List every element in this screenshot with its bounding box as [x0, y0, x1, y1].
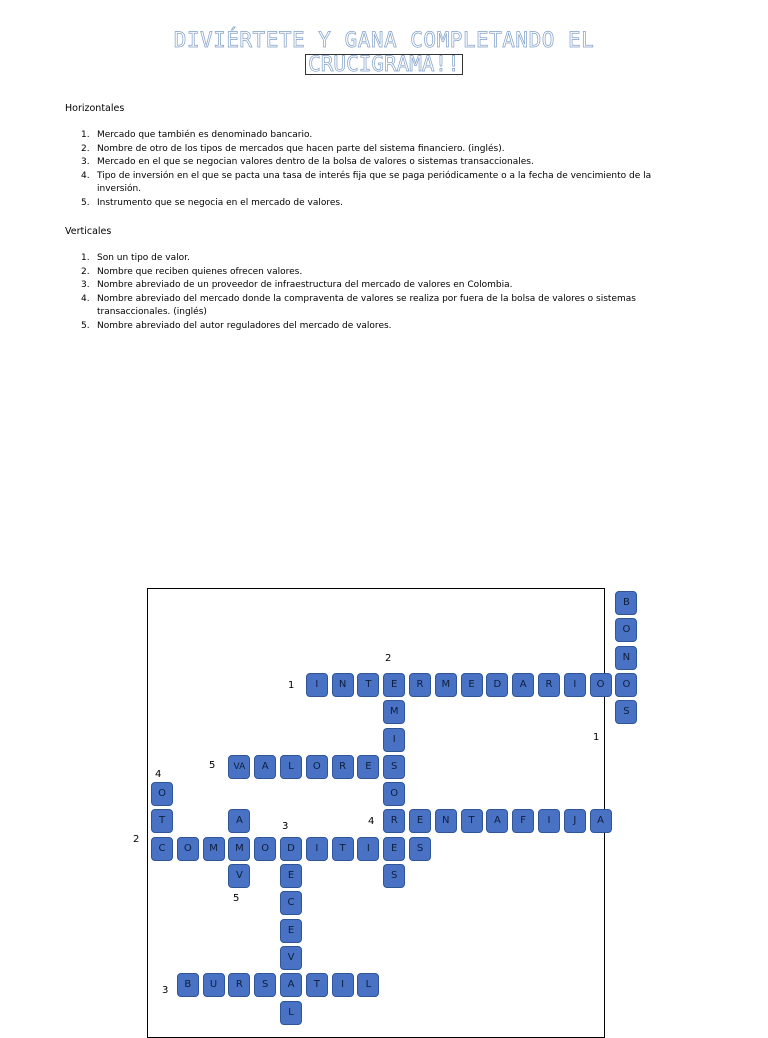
- crossword-cell: E: [280, 864, 302, 888]
- clue-marker-number: 2: [385, 653, 392, 664]
- vertical-clue-2: [65, 266, 665, 280]
- crossword-cell: R: [409, 673, 431, 697]
- crossword-cell: S: [254, 973, 276, 997]
- clue-text: Son un tipo de valor.: [97, 253, 190, 263]
- clue-marker-number: 2: [133, 834, 140, 845]
- crossword-cell: O: [306, 755, 328, 779]
- crossword-cell: L: [280, 1001, 302, 1025]
- page-title-line2: CRUCIGRAMA!!: [305, 54, 463, 75]
- crossword-cell: N: [615, 646, 637, 670]
- clue-text: Mercado en el que se negocian valores dentro de la bolsa de valores o sistemas transaccionales.: [97, 157, 534, 168]
- crossword-cell: VA: [228, 755, 250, 779]
- crossword-cell: S: [409, 837, 431, 861]
- verticales-clue-list: [65, 252, 665, 334]
- crossword-cell: C: [151, 837, 173, 861]
- crossword-cell: T: [357, 673, 379, 697]
- clue-number: 5.: [81, 197, 90, 208]
- clue-number: 4.: [81, 170, 90, 181]
- crossword-cell: M: [228, 837, 250, 861]
- crossword-cell: R: [332, 755, 354, 779]
- crossword-cell: N: [435, 809, 457, 833]
- clue-marker-number: 3: [282, 821, 289, 832]
- crossword-cell: O: [254, 837, 276, 861]
- crossword-cell: I: [538, 809, 560, 833]
- vertical-clue-5: [65, 320, 665, 334]
- clue-text: Instrumento que se negocia en el mercado de valores.: [97, 197, 343, 208]
- crossword-cell: R: [228, 973, 250, 997]
- crossword-cell: A: [228, 809, 250, 833]
- crossword-cell: U: [203, 973, 225, 997]
- crossword-cell: E: [409, 809, 431, 833]
- crossword-cell: I: [332, 973, 354, 997]
- clue-text: Nombre abreviado del autor reguladores del mercado de valores.: [97, 320, 392, 331]
- crossword-cell: O: [151, 782, 173, 806]
- clue-number: 5.: [81, 320, 90, 331]
- crossword-cell: O: [177, 837, 199, 861]
- crossword-cell: V: [280, 946, 302, 970]
- verticales-heading: Verticales: [65, 226, 112, 237]
- crossword-cell: E: [461, 673, 483, 697]
- clue-text: Nombre de otro de los tipos de mercados que hacen parte del sistema financiero. (inglés).: [97, 143, 505, 154]
- crossword-cell: S: [615, 700, 637, 724]
- crossword-cell: T: [151, 809, 173, 833]
- clue-number: 3.: [81, 280, 90, 291]
- clue-marker-number: 1: [288, 680, 295, 691]
- clue-marker-number: 4: [155, 769, 162, 780]
- crossword-cell: I: [357, 837, 379, 861]
- crossword-cell: A: [590, 809, 612, 833]
- crossword-cell: A: [512, 673, 534, 697]
- crossword-cell: F: [512, 809, 534, 833]
- crossword-cell: M: [203, 837, 225, 861]
- crossword-cell: I: [564, 673, 586, 697]
- crossword-cell: A: [486, 809, 508, 833]
- crossword-cell: S: [383, 755, 405, 779]
- crossword-cell: E: [280, 919, 302, 943]
- crossword-cell: M: [383, 700, 405, 724]
- horizontal-clue-3: [65, 156, 665, 170]
- clue-number: 1.: [81, 253, 90, 263]
- clue-text: Tipo de inversión en el que se pacta una tasa de interés fija que se paga periódicamente o a la fecha de vencimiento de la inversión.: [97, 170, 652, 195]
- crossword-cell: D: [486, 673, 508, 697]
- crossword-cell: O: [590, 673, 612, 697]
- clue-number: 4.: [81, 293, 90, 304]
- crossword-cell: T: [461, 809, 483, 833]
- crossword-cell: B: [615, 591, 637, 615]
- clue-marker-number: 5: [233, 893, 240, 904]
- horizontal-clue-5: [65, 197, 665, 211]
- crossword-cell: E: [357, 755, 379, 779]
- crossword-cell: R: [538, 673, 560, 697]
- clue-marker-number: 1: [593, 732, 600, 743]
- clue-text: Nombre abreviado de un proveedor de infraestructura del mercado de valores en Colombia.: [97, 280, 513, 291]
- crossword-cell: I: [383, 728, 405, 752]
- crossword-cell: N: [332, 673, 354, 697]
- crossword-cell: D: [280, 837, 302, 861]
- crossword-cell: I: [306, 837, 328, 861]
- crossword-cell: E: [383, 673, 405, 697]
- horizontal-clue-1: [65, 129, 665, 143]
- crossword-cell: R: [383, 809, 405, 833]
- crossword-cell: A: [280, 973, 302, 997]
- clue-marker-number: 4: [368, 816, 375, 827]
- crossword-cell: L: [357, 973, 379, 997]
- crossword-cell: E: [383, 837, 405, 861]
- vertical-clue-4: [65, 293, 665, 320]
- horizontal-clue-2: [65, 143, 665, 157]
- horizontales-heading: Horizontales: [65, 103, 125, 114]
- crossword-cell: T: [306, 973, 328, 997]
- crossword-cell: O: [615, 618, 637, 642]
- crossword-cell: V: [228, 864, 250, 888]
- clue-text: Nombre abreviado del mercado donde la compraventa de valores se realiza por fuera de la bolsa de valores o sistemas transaccionales. (inglés): [97, 293, 636, 318]
- crossword-cell: M: [435, 673, 457, 697]
- crossword-cell: I: [306, 673, 328, 697]
- vertical-clue-3: [65, 279, 665, 293]
- crossword-cell: T: [332, 837, 354, 861]
- clue-number: 3.: [81, 157, 90, 168]
- clue-number: 2.: [81, 143, 90, 154]
- clue-number: 1.: [81, 130, 90, 140]
- crossword-cell: O: [383, 782, 405, 806]
- clue-marker-number: 5: [209, 760, 216, 771]
- vertical-clue-1: [65, 252, 665, 266]
- crossword-cell: B: [177, 973, 199, 997]
- crossword-board: [147, 588, 631, 1038]
- clue-number: 2.: [81, 266, 90, 277]
- horizontales-clue-list: [65, 129, 665, 211]
- crossword-cell: A: [254, 755, 276, 779]
- crossword-cell: S: [383, 864, 405, 888]
- clue-text: Nombre que reciben quienes ofrecen valores.: [97, 266, 303, 277]
- horizontal-clue-4: [65, 170, 665, 197]
- crossword-cell: O: [615, 673, 637, 697]
- clue-text: Mercado que también es denominado bancario.: [97, 130, 313, 140]
- crossword-cell: L: [280, 755, 302, 779]
- page-title: DIVIÉRTETE Y GANA COMPLETANDO EL: [173, 28, 595, 52]
- crossword-cell: C: [280, 891, 302, 915]
- crossword-cell: J: [564, 809, 586, 833]
- clue-marker-number: 3: [162, 985, 169, 996]
